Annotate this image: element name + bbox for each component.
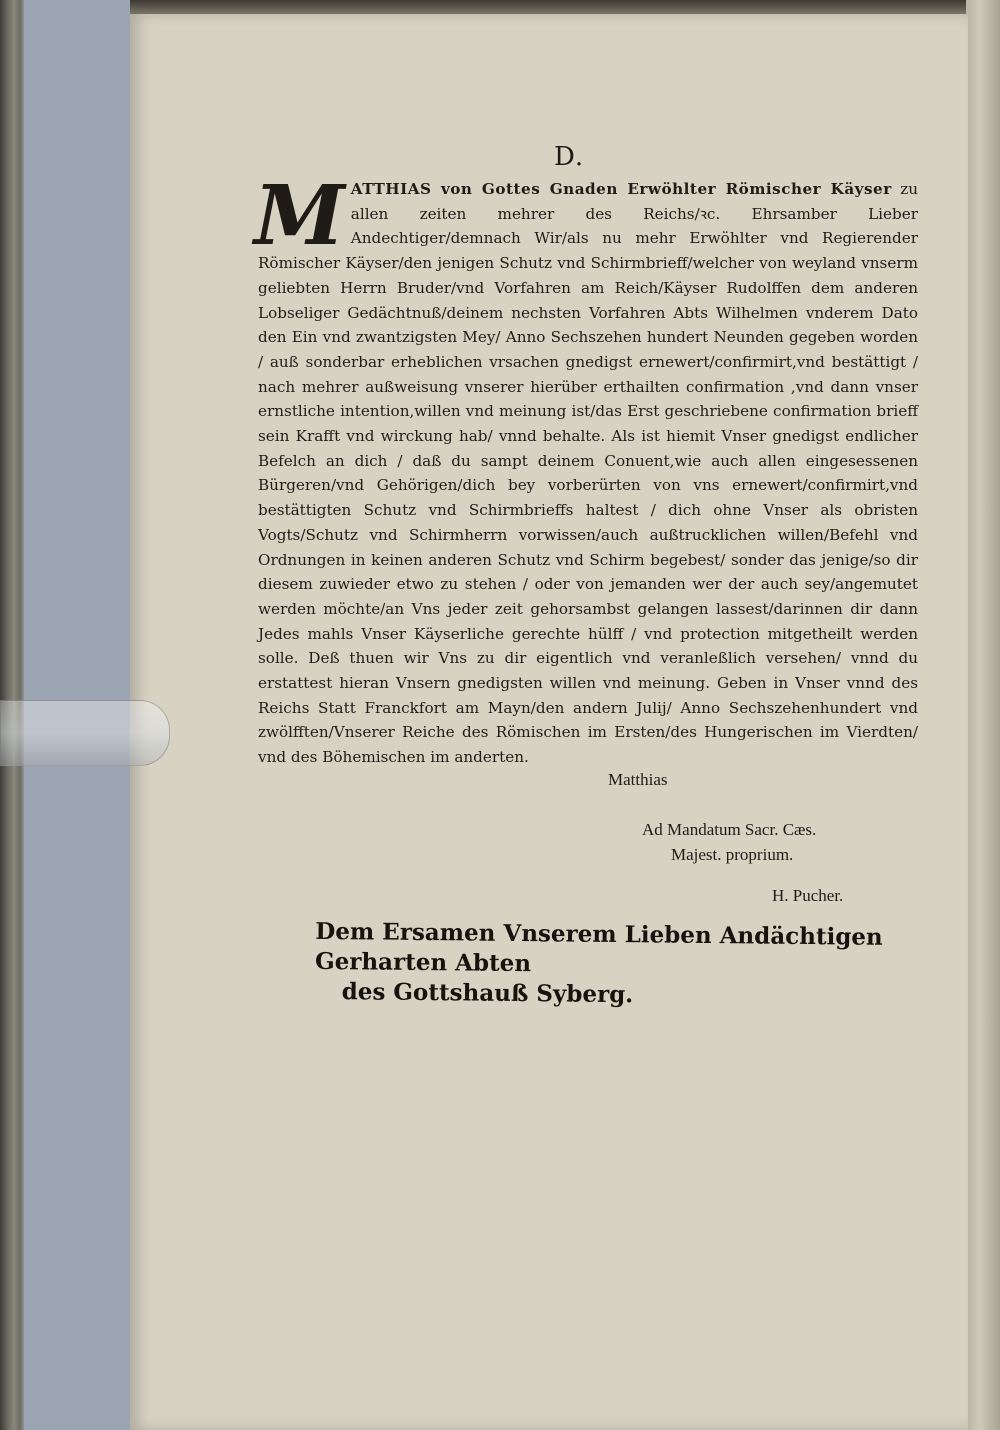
decorated-initial: M — [254, 168, 345, 264]
signature-matthias: Matthias — [608, 770, 668, 789]
sheet-signature-mark: D. — [554, 142, 585, 172]
letter-text: zu allen zeiten mehrer des Reichs/ꝛc. Ehrsamber Lieber Andechtiger/demnach Wir/als nu mehr Erwöhlter vnd Regierender Römischer Käyser/den jenigen Schutz vnd Schirmbrieff/welcher von weyland vnserm geliebten Herrn Bruder/vnd Vorfahren am Reich/Käyser Rudolffen dem anderen Lobseliger Gedächtnuß/deinem nechsten Vorfahren Abts Wilhelmen vnderem Dato den Ein vnd zwantzigsten Mey/ Anno Sechszehen hundert Neunden gegeben worden / auß sonderbar erheblichen vrsachen gnedigst ernewert/confirmirt,vnd bestättigt / nach mehrer außweisung vnserer hierüber erthailten confirmation ,vnd dann vnser ernstliche intention,willen vnd meinung ist/das Erst geschriebene confirmation brieff sein Krafft vnd wirckung hab/ vnnd behalte. Als ist hiemit Vnser gnedigst endlicher Befelch an dich / daß du sampt deinem Conuent,wie auch allen eingesessenen Bürgeren/vnd Gehörigen/dich bey vorberürten von vns ernewert/confirmirt,vnd bestättigten Schutz vnd Schirmbrieffs haltest / dich ohne Vnser als obristen Vogts/Schutz vnd Schirmherrn vorwissen/auch außtrucklichen willen/Befehl vnd Ordnungen in keinen anderen Schutz vnd Schirm begebest/ sonder das jenige/so dir diesem zuwieder etwo zu stehen / oder von jemanden wer der auch sey/angemutet werden möchte/an Vns jeder zeit gehorsambst gelangen lassest/darinnen dir dann Jedes mahls Vnser Käyserliche gerechte hülff / vnd protection mitgetheilt werden solle. Deß thuen wir Vns zu dir eigentlich vnd veranleßlich versehen/ vnnd du erstattest hieran Vnsern gnedigsten willen vnd meinung. Geben in Vnser vnnd des Reichs Statt Franckfort am Mayn/den andern Julij/ Anno Sechszehenhundert vnd zwölfften/Vnserer Reiche des Römischen im Ersten/des Hungerischen im Vierdten/ vnd des Böhemischen im anderten. — [258, 180, 918, 767]
mandate-line-2: Majest. proprium. — [671, 845, 794, 864]
page-stack-edge — [966, 0, 1000, 1430]
address-line-2: des Gottshauß Syberg. — [341, 978, 634, 1009]
page-clip-marker — [0, 700, 170, 766]
address-line-1: Dem Ersamen Vnserem Lieben Andächtigen Gerharten Abten — [314, 917, 883, 978]
show-through-text — [550, 1104, 850, 1244]
opening-line: ATTHIAS von Gottes Gnaden Erwöhlter Römischer Käyser — [350, 180, 892, 198]
countersignature: H. Pucher. — [772, 886, 844, 905]
mandate-line-1: Ad Mandatum Sacr. Cæs. — [642, 820, 817, 839]
address-block — [315, 917, 916, 1013]
document-page — [130, 14, 968, 1430]
letter-body — [254, 168, 918, 770]
